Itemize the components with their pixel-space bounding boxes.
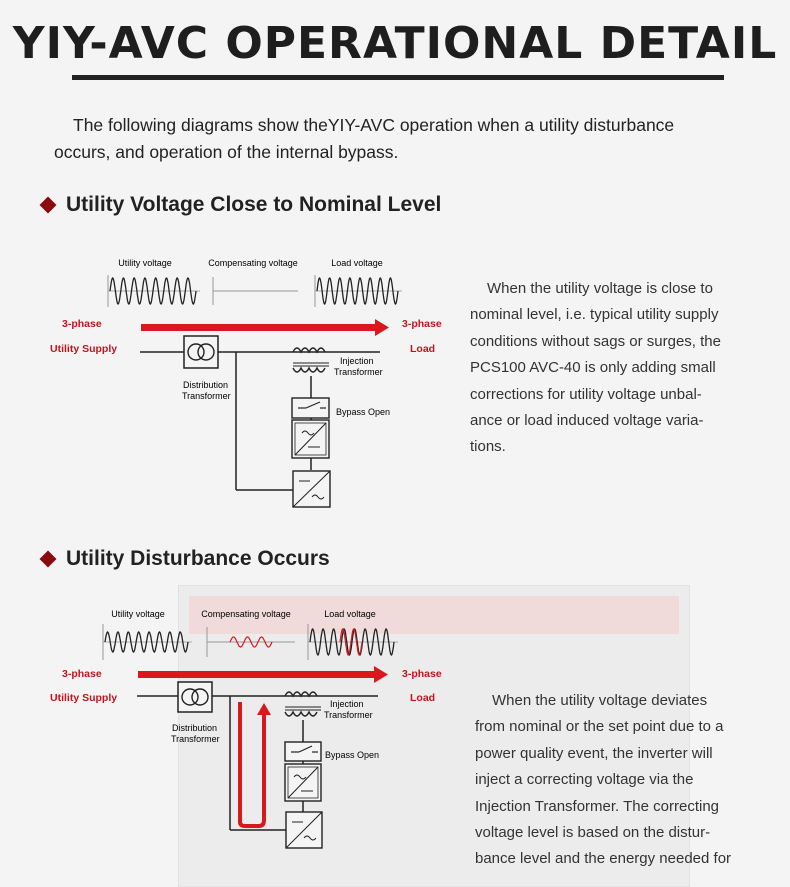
distribution-transformer-label-1: Distribution bbox=[183, 380, 229, 390]
para2-line-5: Injection Transformer. The correcting bbox=[475, 797, 719, 815]
inverter-icon bbox=[292, 420, 329, 458]
diagram-disturbance bbox=[40, 600, 500, 865]
distribution-transformer-icon bbox=[178, 682, 212, 712]
injection-transformer-label-2: Transformer bbox=[324, 710, 373, 720]
intro-line-1: The following diagrams show theYIY-AVC operation when a utility disturbance bbox=[73, 115, 675, 135]
bypass-open-label: Bypass Open bbox=[325, 750, 380, 760]
load-label: Load bbox=[410, 343, 436, 355]
rectifier-icon bbox=[286, 812, 322, 848]
utility-voltage-label: Utility voltage bbox=[111, 609, 165, 619]
inverter-icon bbox=[285, 764, 321, 801]
utility-voltage-wave bbox=[108, 275, 200, 307]
bypass-open-label: Bypass Open bbox=[336, 407, 391, 417]
section-heading-text: Utility Disturbance Occurs bbox=[66, 547, 330, 570]
bypass-switch-icon bbox=[285, 742, 321, 761]
distribution-transformer-label-2: Transformer bbox=[171, 734, 220, 744]
compensating-voltage-label: Compensating voltage bbox=[208, 258, 298, 268]
para1-line-5: corrections for utility voltage unbal- bbox=[470, 385, 702, 403]
compensating-voltage-label: Compensating voltage bbox=[201, 609, 291, 619]
para1-line-3: conditions without sags or surges, the bbox=[470, 332, 721, 350]
injection-current-arrow bbox=[240, 702, 271, 826]
utility-supply-label: Utility Supply bbox=[50, 692, 118, 704]
power-flow-arrow bbox=[138, 666, 388, 683]
compensating-voltage-wave bbox=[207, 627, 295, 657]
para2-line-7: bance level and the energy needed for bbox=[475, 850, 732, 868]
para1-line-6: ance or load induced voltage varia- bbox=[470, 412, 704, 430]
three-phase-right-label: 3-phase bbox=[402, 318, 442, 330]
para1-line-1: When the utility voltage is close to bbox=[487, 280, 713, 297]
load-voltage-wave bbox=[308, 624, 398, 660]
three-phase-left-label: 3-phase bbox=[62, 318, 102, 330]
para2-line-4: inject a correcting voltage via the bbox=[475, 771, 694, 789]
para2-line-1: When the utility voltage deviates bbox=[492, 692, 708, 709]
diagram-nominal bbox=[40, 250, 500, 520]
utility-voltage-label: Utility voltage bbox=[118, 258, 172, 268]
load-voltage-wave bbox=[315, 275, 402, 307]
distribution-transformer-label-1: Distribution bbox=[172, 723, 218, 733]
utility-supply-label: Utility Supply bbox=[50, 343, 118, 355]
intro-paragraph bbox=[54, 112, 724, 166]
load-voltage-label: Load voltage bbox=[324, 609, 376, 619]
injection-transformer-label-1: Injection bbox=[340, 356, 374, 366]
rectifier-icon bbox=[293, 471, 330, 507]
distribution-transformer-icon bbox=[184, 336, 218, 368]
title-underline bbox=[72, 75, 724, 80]
three-phase-right-label: 3-phase bbox=[402, 668, 442, 680]
paragraph-disturbance bbox=[475, 688, 775, 873]
diamond-bullet-icon bbox=[40, 197, 57, 214]
page-title: YIY-AVC OPERATIONAL DETAIL bbox=[12, 18, 778, 69]
three-phase-left-label: 3-phase bbox=[62, 668, 102, 680]
compensating-voltage-wave bbox=[213, 277, 298, 305]
load-label: Load bbox=[410, 692, 436, 704]
injection-transformer-label-1: Injection bbox=[330, 699, 364, 709]
power-flow-arrow bbox=[141, 319, 389, 336]
para2-line-3: power quality event, the inverter will bbox=[475, 744, 713, 762]
section-heading-disturbance bbox=[38, 547, 330, 571]
section-heading-text: Utility Voltage Close to Nominal Level bbox=[66, 193, 442, 216]
section-heading-nominal bbox=[38, 193, 441, 217]
diamond-bullet-icon bbox=[40, 551, 57, 568]
para1-line-7: tions. bbox=[470, 438, 506, 456]
paragraph-nominal bbox=[470, 276, 770, 461]
para2-line-2: from nominal or the set point due to a bbox=[475, 718, 724, 736]
injection-transformer-label-2: Transformer bbox=[334, 367, 383, 377]
load-voltage-label: Load voltage bbox=[331, 258, 383, 268]
intro-line-2: occurs, and operation of the internal bypass. bbox=[54, 142, 399, 162]
utility-voltage-wave bbox=[103, 624, 192, 660]
para2-line-6: voltage level is based on the distur- bbox=[475, 824, 711, 842]
para1-line-4: PCS100 AVC-40 is only adding small bbox=[470, 359, 716, 377]
para1-line-2: nominal level, i.e. typical utility supply bbox=[470, 306, 719, 324]
distribution-transformer-label-2: Transformer bbox=[182, 391, 231, 401]
bypass-switch-icon bbox=[292, 398, 329, 418]
